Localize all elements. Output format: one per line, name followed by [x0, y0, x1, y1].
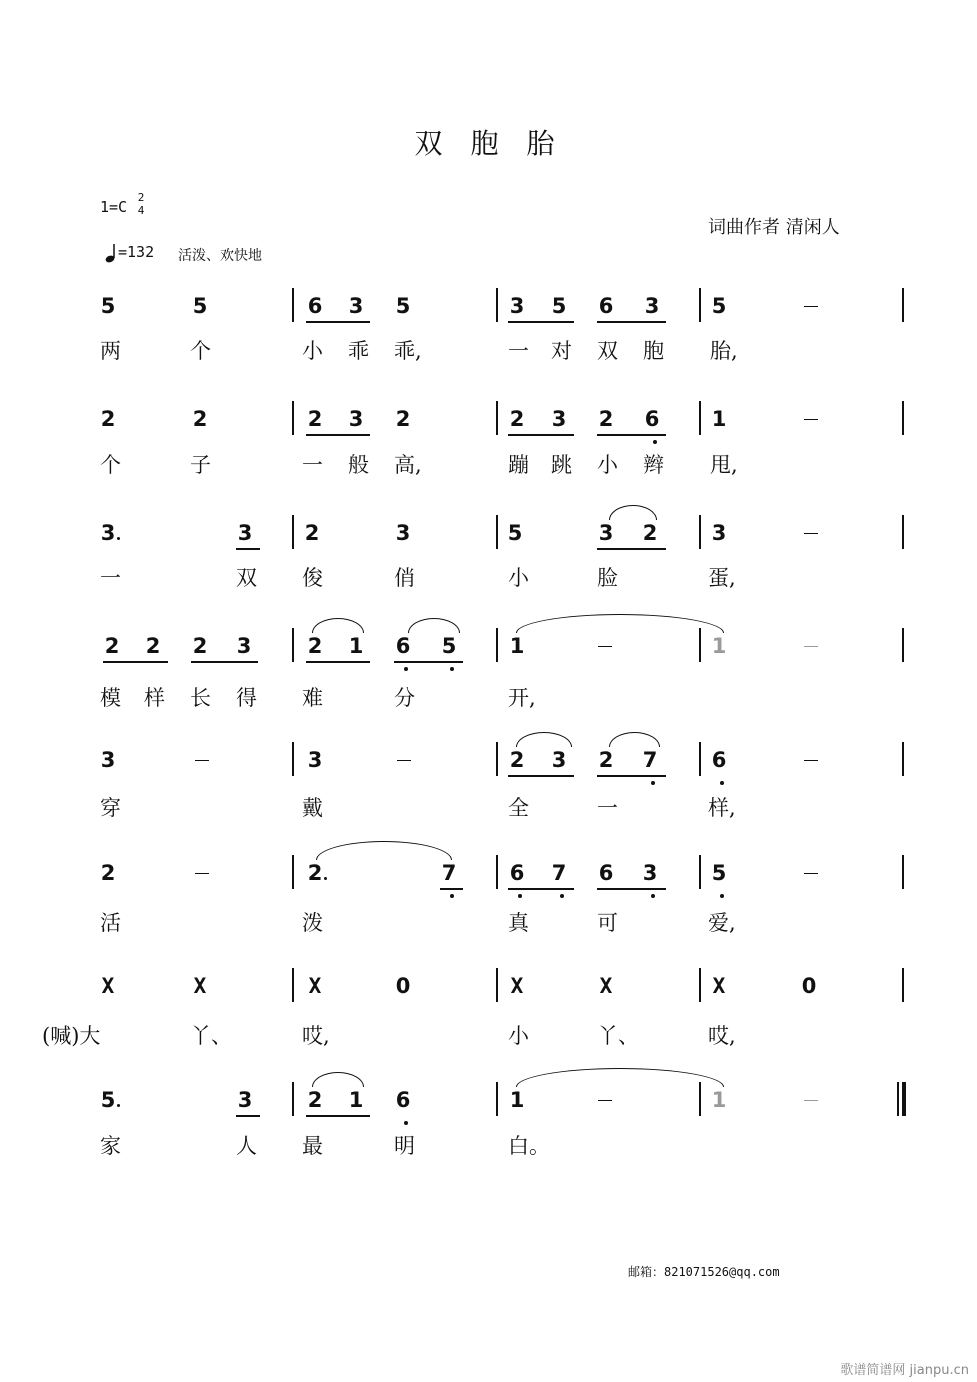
note: 6 — [711, 748, 727, 772]
note: 6 — [395, 1088, 411, 1112]
note: 3 — [237, 521, 253, 545]
note: 5 — [551, 294, 567, 318]
lyric: 小 — [597, 453, 618, 477]
barline — [496, 968, 498, 1002]
beam-underline — [508, 888, 574, 890]
lyric: 小 — [508, 566, 529, 590]
lower-octave-dot — [404, 1121, 408, 1125]
note: 7 — [551, 861, 567, 885]
sustain-dash — [804, 873, 818, 874]
lyric: 蹦 — [508, 453, 529, 477]
note: 5 — [395, 294, 411, 318]
lower-octave-dot — [720, 894, 724, 898]
note: X — [712, 974, 726, 998]
barline — [699, 968, 701, 1002]
note: 3 — [551, 407, 567, 431]
lyric: 高, — [394, 453, 422, 477]
note: 2 — [307, 634, 323, 658]
slur-tie — [609, 505, 657, 520]
note: 5 — [100, 1088, 116, 1112]
lyric: 个 — [100, 453, 121, 477]
time-numerator: 2 — [137, 191, 145, 204]
lyric: 开, — [508, 686, 536, 710]
note: 1 — [509, 1088, 525, 1112]
beam-underline — [236, 1115, 260, 1117]
lyric: 家 — [100, 1134, 121, 1158]
beam-underline — [236, 548, 260, 550]
beam-underline — [440, 888, 463, 890]
sustain-dash — [804, 419, 818, 420]
barline — [496, 742, 498, 776]
barline — [292, 968, 294, 1002]
note: 2 — [642, 521, 658, 545]
note: 0 — [395, 974, 411, 998]
beam-underline — [508, 434, 574, 436]
note: 2 — [509, 407, 525, 431]
final-barline — [902, 1082, 906, 1116]
barline — [902, 628, 904, 662]
lyric: 样, — [708, 796, 736, 820]
lyric: 跳 — [551, 453, 572, 477]
sustain-dash — [195, 760, 209, 761]
beam-underline — [306, 1115, 370, 1117]
lower-octave-dot — [651, 894, 655, 898]
barline — [292, 515, 294, 549]
note: 2 — [192, 407, 208, 431]
augmentation-dot — [117, 1104, 120, 1107]
lyric: 长 — [190, 686, 211, 710]
barline — [902, 515, 904, 549]
lyric: 哎, — [708, 1024, 736, 1048]
note: 3 — [598, 521, 614, 545]
barline — [699, 401, 701, 435]
lower-octave-dot — [651, 781, 655, 785]
note: 1 — [711, 1088, 727, 1112]
lyric: 两 — [100, 339, 121, 363]
lyric: 白。 — [508, 1134, 550, 1158]
sustain-dash — [804, 533, 818, 534]
note: 6 — [644, 407, 660, 431]
lyric: 个 — [190, 339, 211, 363]
beam-underline — [597, 888, 666, 890]
note: 2 — [598, 748, 614, 772]
lyric: 双 — [236, 566, 257, 590]
lower-octave-dot — [653, 440, 657, 444]
note: 5 — [100, 294, 116, 318]
sustain-dash — [397, 760, 411, 761]
barline — [699, 628, 701, 662]
barline — [902, 855, 904, 889]
note: 1 — [348, 1088, 364, 1112]
note: X — [308, 974, 322, 998]
note: 6 — [509, 861, 525, 885]
lyric: 真 — [508, 911, 529, 935]
note: 3 — [236, 634, 252, 658]
lyric: 哎, — [302, 1024, 330, 1048]
lower-octave-dot — [450, 667, 454, 671]
lyric: (喊)大 — [42, 1024, 101, 1048]
barline — [699, 855, 701, 889]
sustain-dash — [804, 646, 818, 647]
lyric: 脸 — [597, 566, 618, 590]
tempo-marking: =132 — [118, 243, 155, 261]
note: 3 — [642, 861, 658, 885]
beam-underline — [508, 321, 574, 323]
lyric: 般 — [348, 453, 369, 477]
sustain-dash — [598, 1100, 612, 1101]
note: 5 — [711, 294, 727, 318]
watermark: 歌谱简谱网 jianpu.cn — [840, 1363, 969, 1378]
composer-credit: 词曲作者 清闲人 — [708, 217, 840, 238]
note: 7 — [642, 748, 658, 772]
note: 2 — [100, 861, 116, 885]
barline — [292, 401, 294, 435]
lyric: 俏 — [394, 566, 415, 590]
lyric: 乖 — [348, 339, 369, 363]
expression-marking: 活泼、欢快地 — [178, 248, 262, 264]
lyric: 穿 — [100, 796, 121, 820]
lyric: 最 — [302, 1134, 323, 1158]
barline — [699, 288, 701, 322]
lyric: 分 — [394, 686, 415, 710]
song-title: 双胞胎 — [414, 127, 583, 160]
note: 3 — [509, 294, 525, 318]
lyric: 一 — [508, 339, 529, 363]
note: 3 — [551, 748, 567, 772]
barline — [496, 1082, 498, 1116]
sustain-dash — [598, 646, 612, 647]
sustain-dash — [804, 306, 818, 307]
lower-octave-dot — [518, 894, 522, 898]
time-denominator: 4 — [137, 204, 145, 217]
note: 3 — [237, 1088, 253, 1112]
lyric: 人 — [236, 1134, 257, 1158]
lyric: 对 — [551, 339, 572, 363]
key-signature: 1=C — [100, 198, 128, 216]
lyric: 可 — [597, 911, 618, 935]
note: X — [599, 974, 613, 998]
lower-octave-dot — [560, 894, 564, 898]
barline — [496, 515, 498, 549]
note: 2 — [598, 407, 614, 431]
slur-tie — [408, 618, 460, 633]
barline — [699, 515, 701, 549]
lyric: 一 — [597, 796, 618, 820]
lyric: 模 — [100, 686, 121, 710]
slur-tie — [609, 732, 660, 747]
beam-underline — [394, 661, 463, 663]
note: 2 — [100, 407, 116, 431]
augmentation-dot — [324, 877, 327, 880]
note: 7 — [441, 861, 457, 885]
note: 6 — [598, 294, 614, 318]
note: 3 — [644, 294, 660, 318]
note: 1 — [711, 407, 727, 431]
note: 5 — [711, 861, 727, 885]
note: 3 — [711, 521, 727, 545]
lyric: 俊 — [302, 566, 323, 590]
barline — [292, 855, 294, 889]
sustain-dash — [804, 1100, 818, 1101]
note: 1 — [348, 634, 364, 658]
note: 2 — [307, 1088, 323, 1112]
lower-octave-dot — [404, 667, 408, 671]
barline — [496, 401, 498, 435]
note: 5 — [192, 294, 208, 318]
note: 6 — [307, 294, 323, 318]
note: X — [101, 974, 115, 998]
sustain-dash — [195, 873, 209, 874]
slur-tie — [516, 614, 724, 633]
lyric: 胞 — [643, 339, 664, 363]
note: 2 — [145, 634, 161, 658]
barline — [292, 1082, 294, 1116]
note: 6 — [395, 634, 411, 658]
note: 2 — [395, 407, 411, 431]
note: 3 — [100, 521, 116, 545]
lyric: 样 — [144, 686, 165, 710]
beam-underline — [191, 661, 258, 663]
beam-underline — [597, 548, 666, 550]
note: 2 — [192, 634, 208, 658]
barline — [292, 628, 294, 662]
sustain-dash — [804, 760, 818, 761]
note: 2 — [307, 861, 323, 885]
lyric: 泼 — [302, 911, 323, 935]
note: 3 — [307, 748, 323, 772]
note: 1 — [509, 634, 525, 658]
lyric: 子 — [190, 453, 211, 477]
lyric: 明 — [394, 1134, 415, 1158]
lower-octave-dot — [720, 781, 724, 785]
beam-underline — [597, 434, 666, 436]
contact-email: 邮箱：821071526@qq.com — [628, 1265, 780, 1279]
lyric: 一 — [302, 453, 323, 477]
barline — [897, 1082, 899, 1116]
barline — [496, 628, 498, 662]
beam-underline — [597, 321, 666, 323]
lyric: 小 — [302, 339, 323, 363]
augmentation-dot — [117, 537, 120, 540]
barline — [902, 742, 904, 776]
barline — [902, 288, 904, 322]
barline — [902, 968, 904, 1002]
note: 2 — [304, 521, 320, 545]
lyric: 丫、 — [597, 1024, 639, 1048]
beam-underline — [103, 661, 168, 663]
slur-tie — [316, 841, 452, 860]
barline — [292, 288, 294, 322]
lyric: 甩, — [710, 453, 738, 477]
lyric: 丫、 — [190, 1024, 232, 1048]
slur-tie — [312, 1072, 364, 1087]
slur-tie — [516, 732, 572, 747]
lyric: 乖, — [394, 339, 422, 363]
beam-underline — [306, 321, 370, 323]
barline — [902, 401, 904, 435]
note: 2 — [104, 634, 120, 658]
lyric: 双 — [597, 339, 618, 363]
lyric: 爱, — [708, 911, 736, 935]
barline — [496, 288, 498, 322]
note: 2 — [509, 748, 525, 772]
beam-underline — [306, 434, 370, 436]
note: 0 — [801, 974, 817, 998]
lyric: 难 — [302, 686, 323, 710]
barline — [699, 742, 701, 776]
beam-underline — [508, 775, 574, 777]
note: 5 — [507, 521, 523, 545]
lyric: 活 — [100, 911, 121, 935]
note: 3 — [395, 521, 411, 545]
note: 5 — [441, 634, 457, 658]
lyric: 蛋, — [708, 566, 736, 590]
lyric: 全 — [508, 796, 529, 820]
note: 3 — [348, 294, 364, 318]
beam-underline — [306, 661, 370, 663]
note: 3 — [348, 407, 364, 431]
note: 6 — [598, 861, 614, 885]
lyric: 胎, — [710, 339, 738, 363]
note: X — [193, 974, 207, 998]
barline — [496, 855, 498, 889]
lyric: 小 — [508, 1024, 529, 1048]
lyric: 一 — [100, 566, 121, 590]
lyric: 辫 — [643, 453, 664, 477]
lyric: 戴 — [302, 796, 323, 820]
beam-underline — [597, 775, 666, 777]
slur-tie — [516, 1068, 724, 1087]
lyric: 得 — [236, 686, 257, 710]
note: 3 — [100, 748, 116, 772]
barline — [292, 742, 294, 776]
note: 2 — [307, 407, 323, 431]
slur-tie — [312, 618, 364, 633]
note: 1 — [711, 634, 727, 658]
note: X — [510, 974, 524, 998]
lower-octave-dot — [450, 894, 454, 898]
barline — [699, 1082, 701, 1116]
time-signature — [136, 192, 146, 217]
